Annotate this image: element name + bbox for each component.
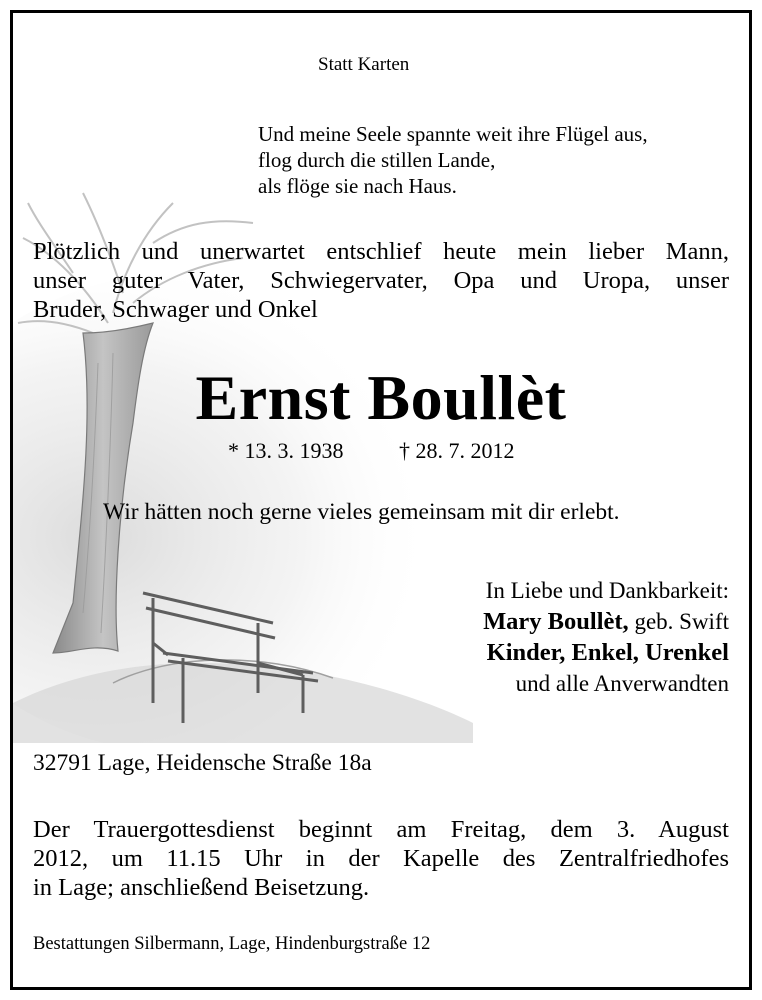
header-statt-karten: Statt Karten (318, 54, 410, 75)
signoff-family: Kinder, Enkel, Urenkel (486, 639, 729, 666)
memorial-quote: Wir hätten noch gerne vieles gemeinsam mit dir erlebt. (103, 499, 620, 525)
poem (258, 121, 648, 199)
service-line: 2012, um 11.15 Uhr in der Kapelle des Zentralfriedhofes (33, 845, 729, 872)
mourner-address: 32791 Lage, Heidensche Straße 18a (33, 750, 372, 776)
poem-line: Und meine Seele spannte weit ihre Flügel aus, (258, 122, 648, 146)
spouse-maiden-name: geb. Swift (634, 609, 729, 634)
intro-line: Bruder, Schwager und Onkel (33, 296, 318, 323)
deceased-name: Ernst Boullèt (195, 362, 567, 433)
signoff-spouse (313, 606, 729, 637)
death-date: † 28. 7. 2012 (399, 438, 515, 463)
birth-date: * 13. 3. 1938 (228, 438, 344, 463)
undertaker-line: Bestattungen Silbermann, Lage, Hindenburgstraße 12 (33, 934, 431, 954)
poem-line: flog durch die stillen Lande, (258, 148, 496, 172)
poem-line: als flöge sie nach Haus. (258, 174, 457, 198)
service-announcement (33, 815, 729, 902)
obituary-notice (10, 10, 752, 990)
service-line: Der Trauergottesdienst beginnt am Freitag, dem 3. August (33, 816, 729, 843)
intro-line: unser guter Vater, Schwiegervater, Opa und Uropa, unser (33, 267, 729, 294)
spouse-name: Mary Boullèt, (483, 608, 629, 635)
signoff-intro: In Liebe und Dankbarkeit: (485, 578, 729, 603)
mourners-signoff (313, 575, 729, 699)
signoff-relatives: und alle Anverwandten (515, 671, 729, 696)
intro-line: Plötzlich und unerwartet entschlief heute mein lieber Mann, (33, 238, 729, 265)
service-line: in Lage; anschließend Beisetzung. (33, 874, 370, 901)
intro-paragraph (33, 237, 729, 324)
